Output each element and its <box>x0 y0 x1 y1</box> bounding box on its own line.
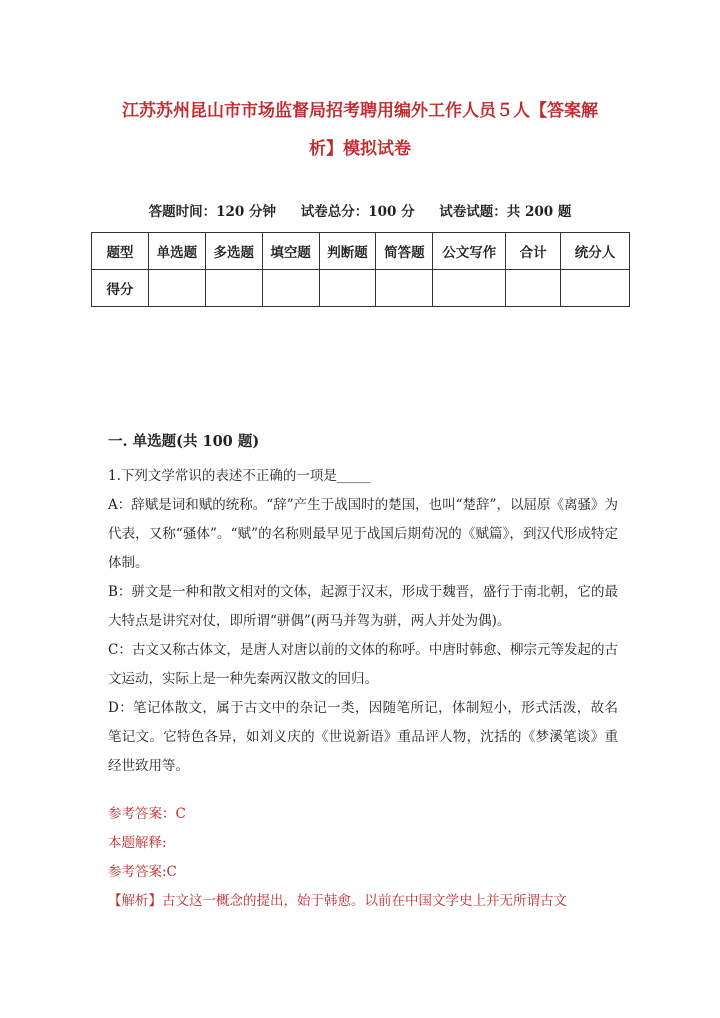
answer-block <box>108 800 618 916</box>
score-header-cell: 公文写作 <box>433 233 506 270</box>
score-header-cell: 判断题 <box>319 233 376 270</box>
score-header-cell: 简答题 <box>376 233 433 270</box>
meta-count: 试卷试题：共 200 题 <box>439 204 572 220</box>
option-c: C：古文又称古体文，是唐人对唐以前的文体的称呼。中唐时韩愈、柳宗元等发起的古文运动，实际上是一种先秦两汉散文的回归。 <box>108 642 618 687</box>
option-d: D：笔记体散文，属于古文中的杂记一类，因随笔所记，体制短小，形式活泼，故名笔记文。它特色各异，如刘义庆的《世说新语》重品评人物，沈括的《梦溪笔谈》重经世致用等。 <box>108 700 618 774</box>
answer-explain-label: 本题解释: <box>108 835 167 851</box>
section-heading: 一. 单选题(共 100 题) <box>108 433 260 450</box>
title-line-2: 析】模拟试卷 <box>309 139 411 159</box>
score-cell <box>376 270 433 307</box>
question-stem: 1.下列文学常识的表述不正确的一项是_____ <box>108 468 371 484</box>
score-table-score-row <box>92 270 630 307</box>
answer-ref-2: 参考答案:C <box>108 864 177 880</box>
score-cell <box>433 270 506 307</box>
score-header-cell: 多选题 <box>205 233 262 270</box>
score-cell <box>561 270 630 307</box>
exam-title <box>100 92 620 168</box>
answer-analysis: 【解析】古文这一概念的提出，始于韩愈。以前在中国文学史上并无所谓古文 <box>108 893 567 909</box>
meta-time: 答题时间：120 分钟 <box>148 204 276 220</box>
score-cell <box>148 270 205 307</box>
score-header-cell: 填空题 <box>262 233 319 270</box>
score-cell <box>205 270 262 307</box>
score-header-cell: 单选题 <box>148 233 205 270</box>
score-header-cell: 合计 <box>506 233 561 270</box>
score-header-cell: 题型 <box>92 233 149 270</box>
score-table-header-row <box>92 233 630 270</box>
score-table <box>91 232 630 307</box>
score-cell <box>506 270 561 307</box>
answer-ref-1: 参考答案：C <box>108 806 186 822</box>
score-header-cell: 统分人 <box>561 233 630 270</box>
option-b: B：骈文是一种和散文相对的文体，起源于汉末，形成于魏晋，盛行于南北朝，它的最大特点是讲究对仗，即所谓“骈偶”(两马并驾为骈，两人并处为偶)。 <box>108 584 618 629</box>
exam-meta <box>0 200 720 220</box>
score-cell <box>319 270 376 307</box>
score-row-label: 得分 <box>92 270 149 307</box>
title-line-1: 江苏苏州昆山市市场监督局招考聘用编外工作人员５人【答案解 <box>122 101 598 121</box>
score-cell <box>262 270 319 307</box>
option-a: A：辞赋是词和赋的统称。“辞”产生于战国时的楚国，也叫“楚辞”，以屈原《离骚》为代表，又称“骚体”。“赋”的名称则最早见于战国后期荀况的《赋篇》，到汉代形成特定体制。 <box>108 497 618 571</box>
meta-total: 试卷总分：100 分 <box>300 204 415 220</box>
question-block <box>108 462 618 781</box>
